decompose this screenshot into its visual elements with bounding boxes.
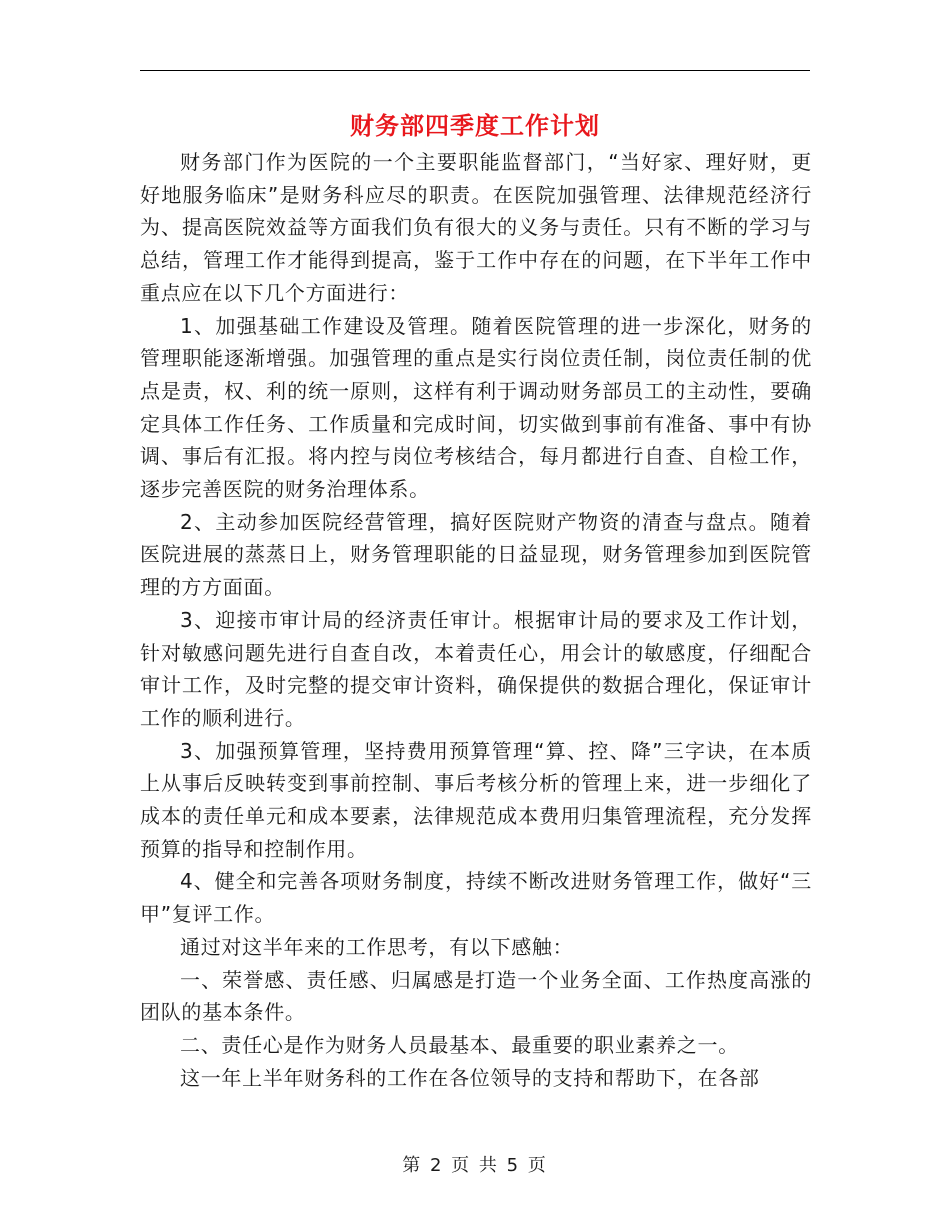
paragraph-item-3-audit: 3、迎接市审计局的经济责任审计。根据审计局的要求及工作计划，针对敏感问题先进行自查自改，本着责任心，用会计的敏感度，仔细配合审计工作，及时完整的提交审计资料，确保提供的数据合理化，保证审计工作的顺利进行。 (140, 607, 812, 730)
page-number: 第 2 页 共 5 页 (402, 1155, 548, 1176)
document-title: 财务部四季度工作计划 (350, 112, 600, 140)
paragraph-closing: 这一年上半年财务科的工作在各位领导的支持和帮助下，在各部 (180, 1065, 760, 1090)
paragraph-item-2: 2、主动参加医院经营管理，搞好医院财产物资的清查与盘点。随着医院进展的蒸蒸日上，财务管理职能的日益显现，财务管理参加到医院管理的方方面面。 (140, 509, 812, 600)
paragraph-reflection-2: 二、责任心是作为财务人员最基本、最重要的职业素养之一。 (180, 1032, 739, 1057)
paragraph-item-4: 4、健全和完善各项财务制度，持续不断改进财务管理工作，做好“三甲”复评工作。 (140, 869, 812, 927)
paragraph-intro: 财务部门作为医院的一个主要职能监督部门，“当好家、理好财，更好地服务临床”是财务科应尽的职责。在医院加强管理、法律规范经济行为、提高医院效益等方面我们负有很大的义务与责任。只有不断的学习与总结，管理工作才能得到提高，鉴于工作中存在的问题，在下半年工作中重点应在以下几个方面进行： (140, 150, 812, 305)
paragraph-reflection-intro: 通过对这半年来的工作思考，有以下感触： (180, 934, 574, 959)
document-body (140, 146, 812, 1094)
header-rule (140, 70, 810, 71)
paragraph-item-1: 1、加强基础工作建设及管理。随着医院管理的进一步深化，财务的管理职能逐渐增强。加强管理的重点是实行岗位责任制，岗位责任制的优点是责，权、利的统一原则，这样有利于调动财务部员工的主动性，要确定具体工作任务、工作质量和完成时间，切实做到事前有准备、事中有协调、事后有汇报。将内控与岗位考核结合，每月都进行自查、自检工作，逐步完善医院的财务治理体系。 (140, 313, 812, 502)
paragraph-item-3-budget: 3、加强预算管理，坚持费用预算管理“算、控、降”三字诀，在本质上从事后反映转变到事前控制、事后考核分析的管理上来，进一步细化了成本的责任单元和成本要素，法律规范成本费用归集管理流程，充分发挥预算的指导和控制作用。 (140, 738, 812, 861)
paragraph-reflection-1: 一、荣誉感、责任感、归属感是打造一个业务全面、工作热度高涨的团队的基本条件。 (140, 967, 812, 1025)
